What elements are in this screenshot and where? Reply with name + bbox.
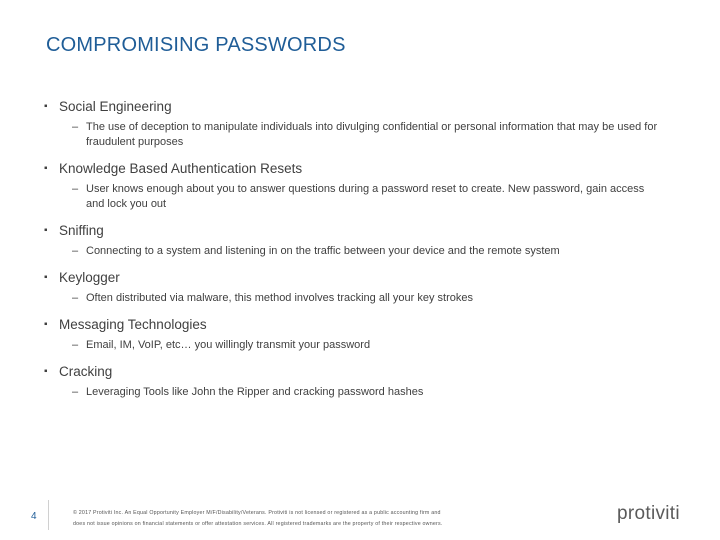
dash-marker: – [72,245,79,257]
bullet-marker: ▪ [44,163,48,174]
bullet-subtext: – User knows enough about you to answer questions during a password reset to create. New password, gain access and lock you out [72,183,645,210]
bullet-subtext: – The use of deception to manipulate individuals into divulging confidential or personal information that may be used for fraudulent purposes [72,121,658,148]
bullet-marker: ▪ [44,272,48,283]
bullet-marker: ▪ [44,366,48,377]
bullet-heading: ▪ Messaging Technologies [44,317,207,332]
bullet-heading: ▪ Keylogger [44,270,120,285]
bullet-item [42,222,662,259]
bullet-marker: ▪ [44,319,48,330]
page-number: 4 [31,511,37,522]
slide-title: COMPROMISING PASSWORDS [46,34,346,56]
bullet-subtext: – Connecting to a system and listening in on the traffic between your device and the remote system [72,245,560,257]
dash-marker: – [72,386,79,398]
bullet-item [42,363,662,400]
dash-marker: – [72,339,79,351]
footer-divider [48,500,49,530]
bullet-heading: ▪ Knowledge Based Authentication Resets [44,161,303,176]
protiviti-logo: protiviti [617,503,680,524]
bullet-subtext: – Often distributed via malware, this method involves tracking all your key strokes [72,292,473,304]
bullet-marker: ▪ [44,225,48,236]
bullet-item [42,316,662,353]
bullet-heading: ▪ Cracking [44,364,113,379]
legal-line-1: © 2017 Protiviti Inc. An Equal Opportunity Employer M/F/Disability/Veterans. Protiviti is not licensed or registered as a public accounting firm and [73,510,441,516]
dash-marker: – [72,121,79,133]
bullet-heading: ▪ Sniffing [44,223,104,238]
bullet-heading: ▪ Social Engineering [44,99,172,114]
dash-marker: – [72,292,79,304]
legal-line-2: does not issue opinions on financial statements or offer attestation services. All registered trademarks are the property of their respective owners. [73,521,443,527]
bullet-item [42,160,662,212]
bullet-subtext: – Email, IM, VoIP, etc… you willingly transmit your password [72,339,371,351]
legal-disclaimer [73,508,533,530]
bullet-item [42,98,662,150]
dash-marker: – [72,183,79,195]
bullet-subtext: – Leveraging Tools like John the Ripper and cracking password hashes [72,386,424,398]
bullet-marker: ▪ [44,101,48,112]
bullet-item [42,269,662,306]
bullet-list [42,98,662,400]
